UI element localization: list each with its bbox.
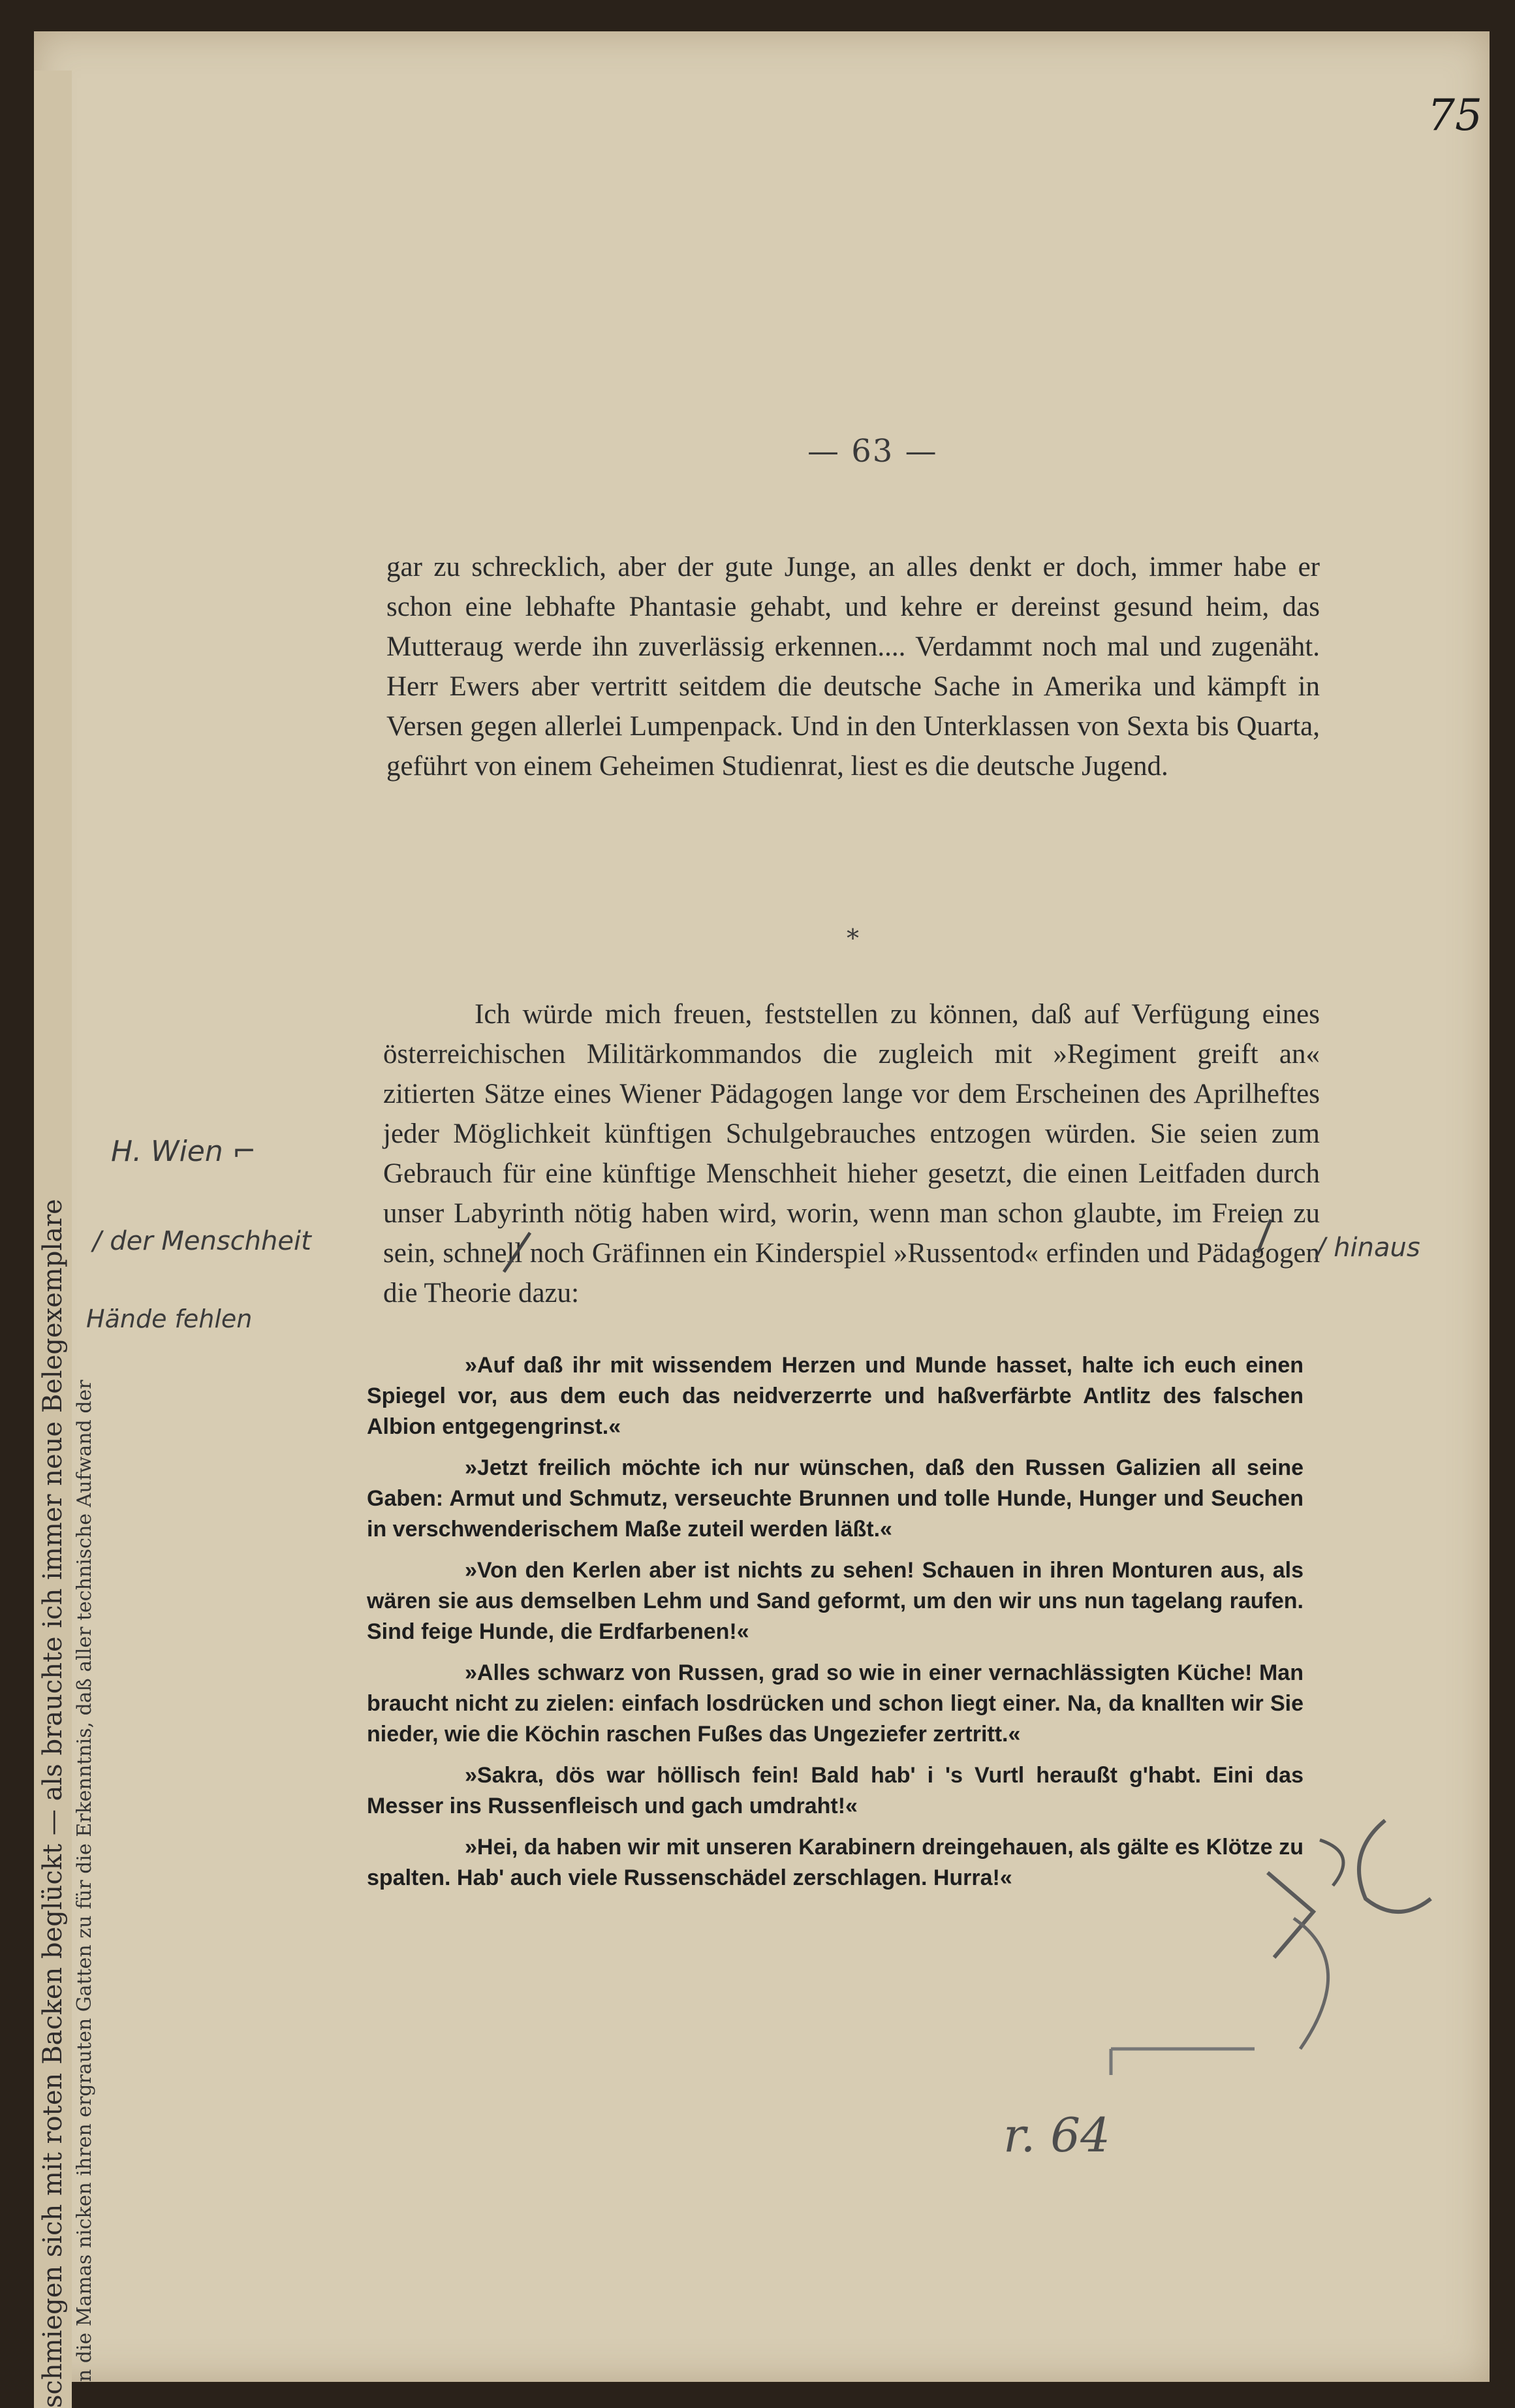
pencil-slash-mark-2 bbox=[1258, 1220, 1271, 1252]
pencil-c-mark bbox=[1359, 1820, 1431, 1912]
page-number: — 63 — bbox=[807, 433, 938, 469]
quote-1: »Auf daß ihr mit wissendem Herzen und Munde hasset, halte ich euch einen Spiegel vor, aus dem euch das neidverzerrte und haßverfärbte Antlitz des falschen Albion entgegengrinst.« bbox=[367, 1353, 1304, 1439]
margin-note-left-3: Hände fehlen bbox=[86, 1305, 253, 1333]
pencil-angle-mark bbox=[1268, 1873, 1313, 1957]
margin-note-bottom: r. 64 bbox=[1003, 2108, 1110, 2162]
quote-5: »Sakra, dös war höllisch fein! Bald hab' i 's Vurtl heraußt g'habt. Eini das Messer ins Russenfleisch und gach umdraht!« bbox=[367, 1763, 1304, 1818]
previous-page-text: schmiegen sich mit roten Backen beglückt — als brauchte ich immer neue Belegexemplare bbox=[38, 1199, 68, 2408]
quote-4: »Alles schwarz von Russen, grad so wie in einer vernachlässigten Küche! Man braucht nicht zu zielen: einfach losdrücken und schon liegt einer. Na, da knallten wir Sie nieder, wie die Köchin raschen Fußes das Ungeziefer zertritt.« bbox=[367, 1660, 1304, 1747]
margin-note-left-1: H. Wien ⌐ bbox=[111, 1135, 257, 1168]
pencil-bracket-mark bbox=[1320, 1840, 1343, 1886]
pencil-marks bbox=[34, 31, 1490, 2382]
previous-page-text-secondary: n die Mamas nicken ihren ergrauten Gatten zu für die Erkenntnis, daß aller technische Aufwand der bbox=[73, 1380, 96, 2382]
quote-6: »Hei, da haben wir mit unseren Karabinern dreingehauen, als gälte es Klötze zu spalten. Hab' auch viele Russenschädel zerschlagen. Hurra!« bbox=[367, 1835, 1304, 1890]
book-page bbox=[34, 31, 1490, 2408]
paragraph-2: Ich würde mich freuen, feststellen zu können, daß auf Verfügung eines österreichischen Militärkommandos die zugleich mit »Regiment greift an« zitierten Sätze eines Wiener Pädagogen lange vor dem Erscheinen des Aprilheftes jeder Möglichkeit künftigen Schulgebrauches entzogen würden. Sie seien zum Gebrauch für eine künftige Menschheit hieher gesetzt, die einen Leitfaden durch unser Labyrinth nötig haben wird, worin, wenn man schon glaubte, im Freien zu sein, schnell noch Gräfinnen ein Kinderspiel »Russentod« erfinden und Pädagogen die Theorie dazu: bbox=[383, 999, 1320, 1308]
folio-number: 75 bbox=[1428, 90, 1482, 140]
section-separator: ⁎ bbox=[847, 916, 859, 945]
margin-note-right-1: / hinaus bbox=[1317, 1233, 1420, 1263]
margin-note-left-2: / der Menschheit bbox=[93, 1226, 311, 1256]
quote-3: »Von den Kerlen aber ist nichts zu sehen! Schauen in ihren Monturen aus, als wären sie aus demselben Lehm und Sand geformt, um den wir uns nun tagelang raufen. Sind feige Hunde, die Erdfarbenen!« bbox=[367, 1558, 1304, 1644]
quote-2: »Jetzt freilich möchte ich nur wünschen, daß den Russen Galizien all seine Gaben: Armut und Schmutz, verseuchte Brunnen und tolle Hunde, Hunger und Seuchen in verschwenderischem Maße zuteil werden läßt.« bbox=[367, 1455, 1304, 1542]
pencil-underline-mark bbox=[1111, 2049, 1255, 2075]
paragraph-1: gar zu schrecklich, aber der gute Junge, an alles denkt er doch, immer habe er schon eine lebhafte Phantasie gehabt, und kehre er dereinst gesund heim, das Mutteraug werde ihn zuverlässig erkennen.... Verdammt noch mal und zugenäht. Herr Ewers aber vertritt seitdem die deutsche Sache in Amerika und kämpft in Versen gegen allerlei Lumpenpack. Und in den Unterklassen von Sexta bis Quarta, geführt von einem Geheimen Studienrat, liest es die deutsche Jugend. bbox=[386, 552, 1320, 782]
pencil-slash-mark bbox=[504, 1233, 530, 1272]
pencil-curve-mark bbox=[1294, 1918, 1328, 2049]
